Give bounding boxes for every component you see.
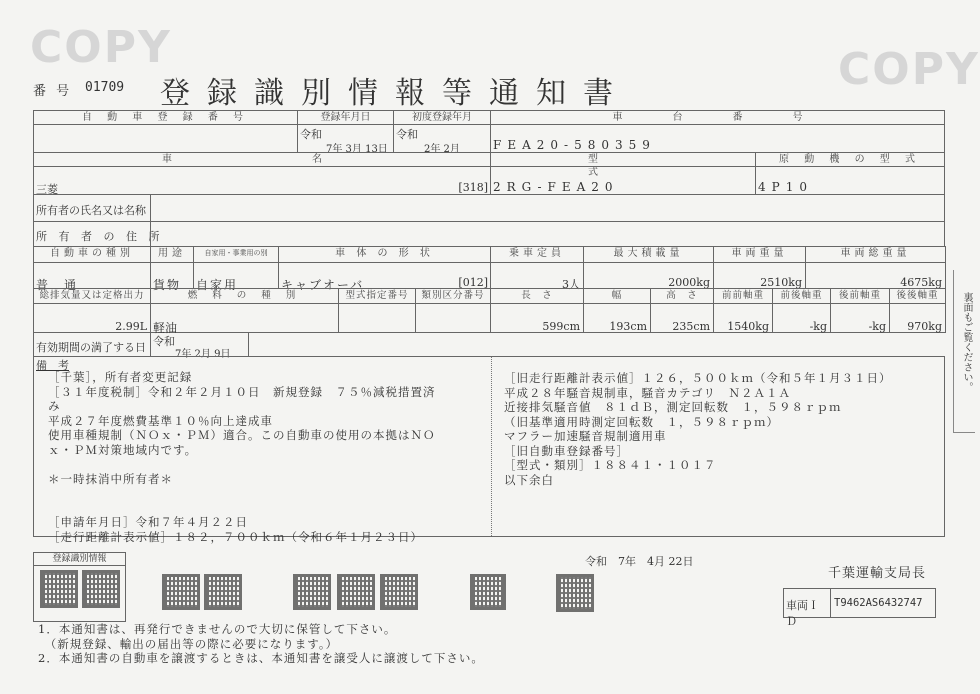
- owner-address-label: 所 有 者 の 住 所: [36, 230, 164, 243]
- qr-code: [40, 570, 78, 608]
- model-header: 型 式: [490, 152, 756, 167]
- vehicle-weight-value: 2510kg: [760, 276, 802, 289]
- displacement-value: 2.99L: [115, 320, 147, 333]
- remark-line: マフラー加速騒音規制適用車: [504, 429, 667, 443]
- expiry-label: 有効期間の満了する日: [36, 341, 146, 354]
- body-shape-code: [012]: [458, 276, 488, 289]
- qr-code: [337, 574, 375, 610]
- engine-cell: [755, 166, 945, 195]
- displacement-cell: [33, 303, 151, 333]
- remark-line: （旧基準適用時測定回転数 １，５９８ｒｐｍ）: [504, 414, 779, 429]
- vehicle-type-header: 自動車の種別: [33, 246, 151, 263]
- side-note-box: [953, 270, 975, 433]
- remark-line: （新規登録、輸出の届出等の際に必要になります。）: [38, 636, 339, 651]
- owner-name-label: 所有者の氏名又は名称: [36, 204, 146, 217]
- width-value: 193cm: [609, 320, 647, 333]
- body-shape-header: 車 体 の 形 状: [278, 246, 491, 263]
- vehicle-id: T9462AS6432747: [834, 597, 923, 609]
- remark-line: ［千葉］，所有者変更記録: [48, 370, 193, 384]
- gross-weight-header: 車両総重量: [805, 246, 946, 263]
- front-rear-axle-value: -kg: [809, 320, 827, 333]
- remarks-box: [33, 356, 945, 544]
- owner-name-label-cell: [33, 194, 151, 222]
- gross-weight-cell: [805, 262, 946, 289]
- reg-number-cell: [33, 124, 298, 153]
- remark-line: 2．本通知書の自動車を譲渡するときは、本通知書を譲受人に譲渡して下さい。: [38, 651, 484, 665]
- gross-weight-value: 4675kg: [900, 276, 942, 289]
- reg-date-era: 令和: [300, 128, 322, 141]
- remark-line: ［型式・類別］１８８４１・１０１７: [504, 458, 717, 472]
- capacity-value: 3人: [562, 278, 580, 291]
- footer-notes: [38, 622, 484, 666]
- rear-rear-axle-cell: [889, 303, 946, 333]
- vehicle-weight-header: 車両重量: [713, 246, 806, 263]
- chassis-header: 車 台 番 号: [490, 110, 945, 125]
- vehicle-weight-cell: [713, 262, 806, 289]
- front-rear-axle-header: 前後軸重: [772, 288, 831, 304]
- vehicle-id-box: [783, 588, 936, 628]
- body-shape-value: キャブオーバ: [281, 278, 365, 292]
- usage-header: 用途: [150, 246, 194, 263]
- displacement-header: 総排気量又は定格出力: [33, 288, 151, 304]
- rear-rear-axle-value: 970kg: [907, 320, 942, 333]
- front-rear-axle-cell: [772, 303, 831, 333]
- remark-line: ［申請年月日］令和７年４月２２日: [48, 515, 248, 529]
- reg-number-header: 自 動 車 登 録 番 号: [33, 110, 298, 125]
- reg-date-cell: [297, 124, 394, 153]
- remark-line: 平成２８年騒音規制車，騒音カテゴリ Ｎ２Ａ１Ａ: [504, 385, 792, 400]
- type-designation-no-cell: [338, 303, 416, 333]
- remark-line: 1．本通知書は、再発行できませんので大切に保管して下さい。: [38, 622, 397, 636]
- remark-line: 平成２７年度燃費基準１０％向上達成車: [48, 413, 273, 428]
- reg-id-info-box: [33, 552, 126, 622]
- category-no-header: 類別区分番号: [415, 288, 491, 304]
- remark-line: ［３１年度税制］令和２年２月１０日 新規登録 ７５％減税措置済: [48, 384, 436, 399]
- category-no-cell: [415, 303, 491, 333]
- capacity-header: 乗車定員: [490, 246, 584, 263]
- max-load-header: 最大積載量: [583, 246, 714, 263]
- engine-model-header: 原 動 機 の 型 式: [755, 152, 945, 167]
- qr-code: [556, 574, 594, 612]
- first-reg-date: 2年 2月: [424, 144, 460, 155]
- chassis-cell: [490, 124, 945, 153]
- remark-line: [48, 486, 436, 501]
- copy-watermark: COPY: [838, 44, 980, 95]
- maker-code: [318]: [458, 181, 488, 194]
- rear-front-axle-cell: [830, 303, 890, 333]
- remark-line: [48, 501, 436, 516]
- capacity-cell: [490, 262, 584, 289]
- owner-address-cell: [150, 221, 945, 247]
- remark-line: ［走行距離計表示値］１８２，７００ｋｍ（令和６年１月２３日）: [48, 529, 423, 544]
- fuel-type-value: 軽油: [153, 321, 178, 335]
- engine-model: 4P10: [758, 180, 813, 194]
- remark-line: 近接排気騒音値 ８１ｄＢ，測定回転数 １，５９８ｒｐｍ: [504, 400, 842, 414]
- owner-name-cell: [150, 194, 945, 222]
- reg-date-header: 登録年月日: [297, 110, 394, 125]
- front-front-axle-header: 前前軸重: [713, 288, 773, 304]
- width-header: 幅: [583, 288, 651, 304]
- usage-cell: [150, 262, 194, 292]
- front-front-axle-cell: [713, 303, 773, 333]
- rear-front-axle-value: -kg: [868, 320, 886, 333]
- qr-code: [293, 574, 331, 610]
- remark-line: ＊一時抹消中所有者＊: [48, 471, 173, 486]
- copy-watermark: COPY: [30, 22, 172, 73]
- fuel-type-header: 燃 料 の 種 別: [150, 288, 339, 304]
- private-commercial-cell: [193, 262, 279, 292]
- remark-line: ［旧自動車登録番号］: [504, 443, 629, 458]
- document-title: 登録識別情報等通知書: [160, 76, 630, 111]
- body-shape-cell: [278, 262, 491, 292]
- remark-line: ｘ・ＰＭ対策地域内です。: [48, 442, 198, 457]
- type-designation-no-header: 型式指定番号: [338, 288, 416, 304]
- remark-line: 以下余白: [504, 472, 554, 487]
- remark-line: 使用車種規制（ＮＯｘ・ＰＭ）適合。この自動車の使用の本拠はＮＯ: [48, 428, 436, 442]
- length-cell: [490, 303, 584, 333]
- width-cell: [583, 303, 651, 333]
- reg-id-info-label: 登録識別情報: [34, 553, 125, 566]
- length-header: 長 さ: [490, 288, 584, 304]
- issue-date: 令和 7年 4月 22日: [585, 555, 694, 568]
- first-reg-cell: [393, 124, 491, 153]
- qr-code: [470, 574, 506, 610]
- private-commercial-value: 自家用: [196, 278, 239, 292]
- expiry-date: 7年 2月 9日: [175, 349, 231, 360]
- rear-rear-axle-header: 後後軸重: [889, 288, 946, 304]
- height-header: 高 さ: [650, 288, 714, 304]
- reg-date: 7年 3月 13日: [326, 144, 388, 155]
- remark-line: [48, 457, 436, 472]
- first-reg-header: 初度登録年月: [393, 110, 491, 125]
- fuel-type-cell: [150, 303, 339, 333]
- expiry-era: 令和: [153, 335, 175, 348]
- side-note: 裏面もご覧ください。: [961, 292, 972, 392]
- rear-front-axle-header: 後前軸重: [830, 288, 890, 304]
- car-name-header: 車 名: [33, 152, 491, 167]
- front-front-axle-value: 1540kg: [727, 320, 769, 333]
- max-load-cell: [583, 262, 714, 289]
- remark-line: み: [48, 399, 61, 413]
- usage-value: 貨物: [153, 278, 182, 292]
- model: 2RG-FEA20: [493, 180, 619, 194]
- document-number: 01709: [85, 80, 125, 95]
- model-cell: [490, 166, 756, 195]
- height-cell: [650, 303, 714, 333]
- remarks-label: 備 考: [36, 359, 69, 372]
- qr-code: [380, 574, 418, 610]
- car-name-cell: [33, 166, 491, 195]
- max-load-value: 2000kg: [668, 276, 710, 289]
- first-reg-era: 令和: [396, 128, 418, 141]
- length-value: 599cm: [542, 320, 580, 333]
- vehicle-type-cell: [33, 262, 151, 292]
- qr-code: [162, 574, 200, 610]
- issuer: 千葉運輸支局長: [828, 566, 927, 581]
- qr-code: [204, 574, 242, 610]
- expiry-label-cell: [33, 332, 151, 357]
- remarks-left: [48, 370, 436, 544]
- document-number-label: 番 号: [33, 84, 73, 99]
- private-commercial-header: 自家用・事業用の別: [193, 246, 279, 263]
- maker: 三菱: [36, 183, 58, 196]
- vehicle-type-value: 普 通: [36, 278, 79, 292]
- chassis-number: FEA20-580359: [493, 138, 656, 152]
- height-value: 235cm: [672, 320, 710, 333]
- qr-code: [82, 570, 120, 608]
- remarks-right: [504, 371, 892, 487]
- owner-address-label-cell: [33, 221, 164, 247]
- remark-line: ［旧走行距離計表示値］１２６，５００ｋｍ（令和５年１月３１日）: [504, 371, 892, 385]
- vehicle-id-label: 車両ＩＤ: [784, 589, 831, 617]
